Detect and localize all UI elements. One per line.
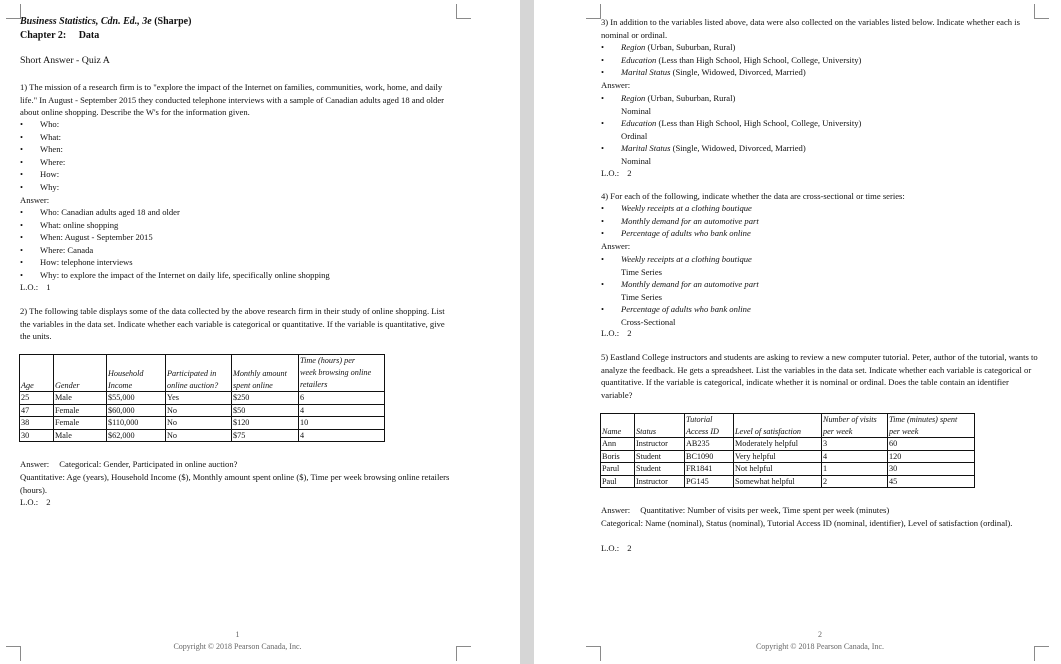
document-header [20, 16, 191, 29]
answer-5 [601, 504, 889, 517]
table-header-row [20, 355, 385, 392]
column-header: Time (hours) per week browsing online retailers [299, 355, 385, 392]
learning-objective: L.O.: 2 [601, 328, 632, 338]
question-3-text: 3) In addition to the variables listed above, data were also collected on the variables listed below. Indicate whether each is nominal or ordinal. [601, 17, 1020, 40]
answer-label: Answer: [601, 505, 631, 515]
column-header: Status [635, 414, 685, 438]
table-row: Ann Instructor AB235 Moderately helpful 3 60 [601, 438, 975, 451]
column-header: Gender [54, 355, 107, 392]
document-page-1: Business Statistics, Cdn. Ed., 3e (Sharpe) Chapter 2: Data Short Answer - Quiz A 1) The mission of a research firm is to "explore the impact of the Internet on families, communities, work, home, and daily life." In August - September 2015 they conducted telephone interviews with a sample of Canadian adults aged 18 and older about online shopping. Describe the W's for the information given. • Who: • What: • When: • Where: • How: • Why: Answer: • Who: Canadian adults aged 18 and older • What: online shopping • When: August - September 2015 • Where: Canada • How: telephone interviews • Why: to explore the impact of the Internet on daily life, specifically online shopping L.O.: 1 2) The following table displays some of the data collected by the above research firm in their study of online shopping. List the variables in the data set. Indicate whether each variable is categorical or quantitative. If the variable is quantitative, give the units. Age Gender Household Income Participated in online auction? Monthly amount spent online Time (hours) per week browsing online retailers 25 Male $55,000 Yes $250 6 47 Female $60,000 No $50 4 38 Female $110,000 No $120 10 30 Male $62,000 No $75 4 Answer: Categorical: Gender, Participated in online auction? Quantitative: Age (years), Household Income ($), Monthly amount spent online ($), Time per week browsing online retailers (hours). L.O.: 2 1 Copyright © 2018 Pearson Canada, Inc. [0, 0, 520, 664]
copyright-footer: Copyright © 2018 Pearson Canada, Inc. [173, 642, 302, 651]
table-row: 47 Female $60,000 No $50 4 [20, 404, 385, 417]
question-5-text: 5) Eastland College instructors and students are asking to review a new computer tutorial. Peter, author of the tutorial, wants to analyze the feedback. He gets a spreadsheet. List the variables in the data set. Indicate whether each variable is categorical or quantitative. If the variable is categorical, indicate whether it is nominal or ordinal. Does the table contain an identifier variable? [601, 352, 1038, 400]
book-author: (Sharpe) [154, 16, 192, 27]
answer-label: Answer: [20, 459, 50, 469]
learning-objective: L.O.: 2 [601, 168, 632, 178]
column-header: Name [601, 414, 635, 438]
table-row: Paul Instructor PG145 Somewhat helpful 2 45 [601, 475, 975, 488]
table-header-row [601, 414, 975, 438]
data-table [600, 413, 975, 488]
answer-text: Categorical: Gender, Participated in online auction? [59, 459, 238, 469]
question-4-text: 4) For each of the following, indicate whether the data are cross-sectional or time series: [601, 191, 905, 201]
answer-text: Quantitative: Age (years), Household Income ($), Monthly amount spent online ($), Time per week browsing online retailers (hours). [20, 472, 450, 495]
section-title: Short Answer - Quiz A [20, 55, 110, 66]
column-header: Age [20, 355, 54, 392]
column-header: Number of visits per week [822, 414, 888, 438]
question-2-text: 2) The following table displays some of the data collected by the above research firm in their study of online shopping. List the variables in the data set. Indicate whether each variable is categorical or quantitative. If the variable is quantitative, give the units. [20, 306, 445, 341]
table-row: 38 Female $110,000 No $120 10 [20, 417, 385, 430]
crop-mark [586, 4, 601, 19]
answer-label: Answer: [20, 195, 50, 205]
book-title: Business Statistics, Cdn. Ed., 3e [20, 16, 152, 27]
learning-objective: L.O.: 2 [20, 497, 51, 507]
column-header: Monthly amount spent online [232, 355, 299, 392]
copyright-footer: Copyright © 2018 Pearson Canada, Inc. [755, 642, 885, 651]
data-table [19, 354, 385, 442]
answer-text: Categorical: Name (nominal), Status (nominal), Tutorial Access ID (nominal, identifier), Level of satisfaction (ordinal). [601, 518, 1013, 528]
table-row: 30 Male $62,000 No $75 4 [20, 429, 385, 442]
page-number: 2 [818, 630, 822, 639]
column-header: Household Income [107, 355, 166, 392]
column-header: Participated in online auction? [166, 355, 232, 392]
answer-label: Answer: [601, 80, 631, 90]
page-number: 1 [235, 630, 240, 639]
chapter-name: Data [78, 30, 100, 41]
document-page-2: 3) In addition to the variables listed above, data were also collected on the variables listed below. Indicate whether each is nominal or ordinal. • Region (Urban, Suburban, Rural) • Education (Less than High School, High School, College, University) • Marital Status (Single, Widowed, Divorced, Married) Answer: • Region (Urban, Suburban, Rural) Nominal • Education (Less than High School, High School, College, University) Ordinal • Marital Status (Single, Widowed, Divorced, Married) Nominal L.O.: 2 4) For each of the following, indicate whether the data are cross-sectional or time series: • Weekly receipts at a clothing boutique • Monthly demand for an automotive part • Percentage of adults who bank online Answer: • Weekly receipts at a clothing boutique Time Series • Monthly demand for an automotive part Time Series • Percentage of adults who bank online Cross-Sectional L.O.: 2 5) Eastland College instructors and students are asking to review a new computer tutorial. Peter, author of the tutorial, wants to analyze the feedback. He gets a spreadsheet. List the variables in the data set. Indicate whether each variable is categorical or quantitative. If the variable is categorical, indicate whether it is nominal or ordinal. Does the table contain an identifier variable? Name Status Tutorial Access ID Level of satisfaction Number of visits per week Time (minutes) spent per week Ann Instructor AB235 Moderately helpful 3 60 Boris Student BC1090 Very helpful 4 120 Parul Student FR1841 Not helpful 1 30 Paul Instructor PG145 Somewhat helpful 2 45 Answer: Quantitative: Number of visits per week, Time spent per week (minutes) Categorical: Name (nominal), Status (nominal), Tutorial Access ID (nominal, identifier), Level of satisfaction (ordinal). L.O.: 2 2 Copyright © 2018 Pearson Canada, Inc. [534, 0, 1061, 664]
answer-2 [20, 458, 237, 471]
answer-text: Quantitative: Number of visits per week, Time spent per week (minutes) [640, 505, 890, 515]
chapter-label: Chapter 2: [20, 30, 67, 41]
answer-label: Answer: [601, 241, 631, 251]
crop-mark [6, 4, 21, 19]
column-header: Level of satisfaction [734, 414, 822, 438]
table-row: Parul Student FR1841 Not helpful 1 30 [601, 463, 975, 476]
question-1-text: 1) The mission of a research firm is to "explore the impact of the Internet on families, communities, work, home, and daily life." In August - September 2015 they conducted telephone interviews with a sample of Canadian adults aged 18 and older about online shopping. Describe the W's for the information given. [20, 82, 445, 117]
chapter-heading [20, 30, 99, 43]
crop-mark [456, 4, 471, 19]
table-row: Boris Student BC1090 Very helpful 4 120 [601, 450, 975, 463]
table-row: 25 Male $55,000 Yes $250 6 [20, 392, 385, 405]
learning-objective: L.O.: 2 [601, 543, 632, 553]
column-header: Time (minutes) spent per week [888, 414, 975, 438]
learning-objective: L.O.: 1 [20, 282, 51, 292]
column-header: Tutorial Access ID [685, 414, 734, 438]
